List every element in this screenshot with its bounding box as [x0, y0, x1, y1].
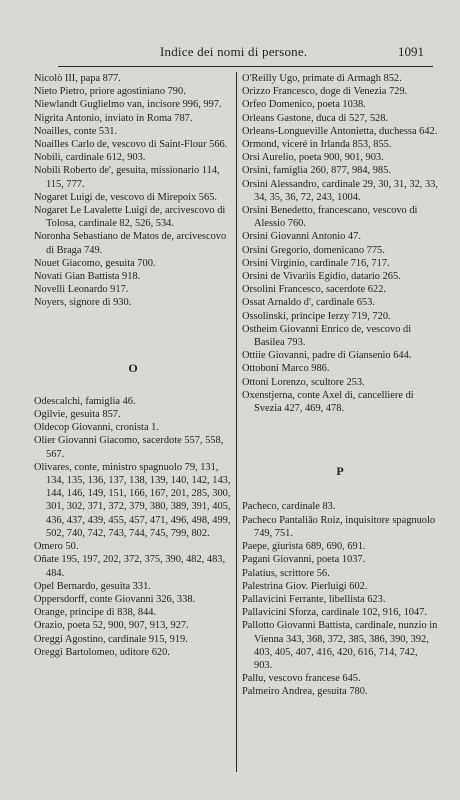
index-entry: Nigrita Antonio, inviato in Roma 787.: [34, 112, 193, 124]
index-entry: Pallavicini Sforza, cardinale 102, 916, 1047.: [242, 607, 427, 619]
index-entry: O'Reilly Ugo, primate di Armagh 852.: [242, 73, 402, 84]
index-entry: Ottoni Lorenzo, scultore 253.: [242, 376, 365, 388]
index-entry: Pallu, vescovo francese 645.: [242, 673, 361, 685]
index-entry: Ostheim Giovanni Enrico de, vescovo di Basilea 793.: [242, 323, 412, 349]
index-entry: Olier Giovanni Giacomo, sacerdote 557, 558, 567.: [34, 435, 224, 460]
index-entry: Niewlandt Guglielmo van, incisore 996, 997.: [34, 99, 222, 111]
index-entry: Palmeiro Andrea, gesuita 780.: [242, 686, 368, 698]
index-entry: Pagani Giovanni, poeta 1037.: [242, 554, 366, 566]
index-entry: Orfeo Domenico, poeta 1038.: [242, 99, 366, 111]
index-section-n: [34, 72, 232, 310]
index-entry: Noronha Sebastiano de Matos de, arcivescovo di Braga 749.: [34, 231, 227, 256]
left-column: [34, 72, 232, 659]
index-section-o-continued: [242, 72, 438, 415]
index-entry: Ogilvie, gesuita 857.: [34, 409, 121, 421]
index-entry: Orsolini Francesco, sacerdote 622.: [242, 284, 386, 296]
index-entry: Orange, principe di 838, 844.: [34, 607, 157, 619]
index-entry: Nobili, cardinale 612, 903.: [34, 152, 146, 164]
index-entry: Oldecop Giovanni, cronista 1.: [34, 422, 159, 434]
index-entry: Opel Bernardo, gesuita 331.: [34, 580, 151, 592]
index-entry: Pallavicini Ferrante, libellista 623.: [242, 593, 386, 605]
index-entry: Omero 50.: [34, 541, 79, 553]
index-entry: Oñate 195, 197, 202, 372, 375, 390, 482, 483, 484.: [34, 554, 226, 579]
index-section-o: [34, 395, 232, 659]
index-entry: Nouet Giacomo, gesuita 700.: [34, 257, 156, 269]
index-entry: Pallotto Giovanni Battista, cardinale, nunzio in Vienna 343, 368, 372, 385, 386, 390, 392, 403, 405, 407, 416, 420, 616, 714, 742, 903.: [242, 620, 438, 671]
index-entry: Orsini Benedetto, francescano, vescovo di Alessio 760.: [242, 205, 418, 230]
index-entry: Noyers, signore di 930.: [34, 297, 132, 309]
index-entry: Orsini Giovanni Antonio 47.: [242, 231, 361, 243]
index-entry: Nobili Roberto de', gesuita, missionario 114, 115, 777.: [34, 165, 220, 190]
column-divider: [236, 72, 237, 772]
page-header: [0, 44, 460, 64]
section-letter-p: P: [336, 464, 344, 479]
index-entry: Ottoboni Marco 986.: [242, 363, 330, 375]
index-entry: Nieto Pietro, priore agostiniano 790.: [34, 86, 186, 98]
index-entry: Noailles, conte 531.: [34, 125, 118, 137]
index-entry: Nogaret Luigi de, vescovo di Mirepoix 565.: [34, 191, 217, 203]
index-entry: Nicolò III, papa 877.: [34, 73, 121, 84]
header-rule: [58, 66, 433, 67]
index-entry: Novati Gian Battista 918.: [34, 271, 141, 283]
index-entry: Orsini Gregorio, domenicano 775.: [242, 244, 385, 256]
index-entry: Novelli Leonardo 917.: [34, 284, 129, 296]
index-entry: Oxenstjerna, conte Axel di, cancelliere di Svezia 427, 469, 478.: [242, 389, 414, 415]
index-entry: Orleans-Longueville Antonietta, duchessa 642.: [242, 125, 438, 137]
index-entry: Orsini de Vivariis Egidio, datario 265.: [242, 271, 401, 283]
index-entry: Odescalchi, famiglia 46.: [34, 395, 136, 407]
index-entry: Noailles Carlo de, vescovo di Saint-Flour 566.: [34, 139, 228, 151]
index-entry: Pacheco, cardinale 83.: [242, 501, 336, 513]
index-entry: Pacheco Pantaliāo Roiz, inquisitore spagnuolo 749, 751.: [242, 514, 436, 539]
page-number: 1091: [398, 44, 424, 59]
section-letter-o: O: [128, 360, 138, 375]
index-entry: Ossolinski, principe Ierzy 719, 720.: [242, 310, 391, 322]
index-entry: Orsini, famiglia 260, 877, 984, 985.: [242, 165, 391, 177]
index-entry: Oreggi Agostino, cardinale 915, 919.: [34, 633, 188, 645]
index-entry: Palestrina Giov. Pierluigi 602.: [242, 580, 368, 592]
index-entry: Orazio, poeta 52, 900, 907, 913, 927.: [34, 620, 189, 632]
index-entry: Oreggi Bartolomeo, uditore 620.: [34, 646, 170, 658]
index-entry: Ottiie Giovanni, padre di Giansenio 644.: [242, 350, 412, 362]
index-entry: Ossat Arnaldo d', cardinale 653.: [242, 297, 375, 309]
right-column: [242, 72, 438, 699]
index-entry: Oppersdorff, conte Giovanni 326, 338.: [34, 593, 196, 605]
running-title: Indice dei nomi di persone.: [160, 44, 308, 59]
index-entry: Orsi Aurelio, poeta 900, 901, 903.: [242, 152, 384, 164]
index-entry: Palatius, scrittore 56.: [242, 567, 330, 579]
index-section-p: [242, 500, 438, 698]
index-entry: Orleans Gastone, duca di 527, 528.: [242, 112, 389, 124]
index-entry: Paepe, giurista 689, 690, 691.: [242, 541, 366, 553]
index-entry: Orizzo Francesco, doge di Venezia 729.: [242, 86, 408, 98]
index-entry: Orsini Alessandro, cardinale 29, 30, 31, 32, 33, 34, 35, 36, 72, 243, 1004.: [242, 178, 438, 203]
index-entry: Olivares, conte, ministro spagnuolo 79, 131, 134, 135, 136, 137, 138, 139, 140, 142, 143, 144, 146, 149, 151, 166, 167, 201, 285, 300, 301, 302, 371, 372, 379, 380, 389, 391, 405, 436, 437, 439, 455, 457, 471, 496, 498, 499, 502, 740, 742, 743, 744, 745, 799, 802.: [34, 461, 231, 539]
index-entry: Orsini Virginio, cardinale 716, 717.: [242, 257, 390, 269]
index-entry: Ormond, viceré in Irlanda 853, 855.: [242, 139, 392, 151]
index-entry: Nogaret Le Lavalette Luigi de, arcivescovo di Tolosa, cardinale 82, 526, 534.: [34, 205, 226, 230]
